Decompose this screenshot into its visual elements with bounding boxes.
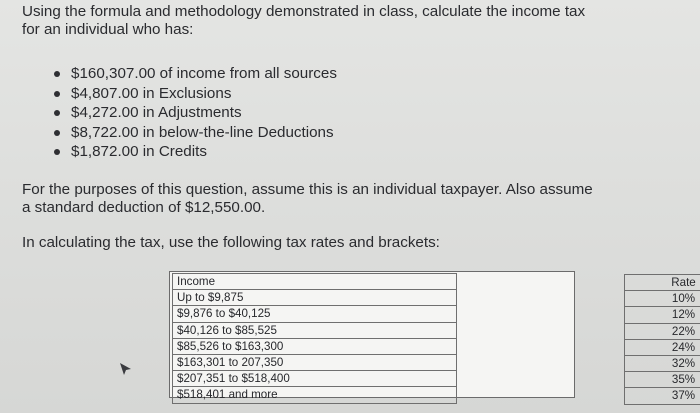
mouse-pointer-icon — [119, 362, 133, 376]
assumption-line-1: For the purposes of this question, assume this is an individual taxpayer. Also assume — [22, 181, 593, 198]
income-cell: $40,126 to $85,525 — [173, 323, 456, 339]
list-item-text: $8,722.00 in below-the-line Deductions — [71, 123, 334, 141]
assumption-paragraph — [22, 181, 682, 217]
bullet-dot-icon — [54, 71, 60, 77]
list-item-text: $1,872.00 in Credits — [71, 143, 207, 161]
rate-cell: 37% — [625, 388, 700, 404]
income-cell: $207,351 to $518,400 — [173, 371, 456, 387]
bullet-dot-icon — [54, 91, 60, 97]
list-item-text: $4,272.00 in Adjustments — [71, 104, 242, 122]
rate-cell: 12% — [625, 307, 700, 323]
income-cell: $518,401 and more — [173, 387, 456, 403]
bullet-dot-icon — [54, 149, 60, 155]
rate-cell: 22% — [625, 324, 700, 340]
income-column — [172, 273, 457, 404]
income-cell: $85,526 to $163,300 — [173, 339, 456, 355]
list-item — [54, 64, 337, 84]
intro-paragraph — [22, 3, 682, 39]
income-cell: $163,301 to 207,350 — [173, 355, 456, 371]
income-cell: $9,876 to $40,125 — [173, 306, 456, 322]
rate-cell: 32% — [625, 356, 700, 372]
bullet-dot-icon — [54, 130, 60, 136]
intro-line-2: for an individual who has: — [22, 21, 194, 38]
bullet-dot-icon — [54, 110, 60, 116]
income-cell: Up to $9,875 — [173, 290, 456, 306]
list-item — [54, 84, 337, 104]
list-item — [54, 103, 337, 123]
rate-cell: 10% — [625, 291, 700, 307]
list-item-text: $160,307.00 of income from all sources — [71, 65, 337, 82]
rate-cell: 35% — [625, 372, 700, 388]
income-header: Income — [173, 274, 456, 290]
tax-bracket-table — [169, 271, 696, 403]
list-item — [54, 142, 337, 162]
list-item — [54, 123, 337, 143]
list-item-text: $4,807.00 in Exclusions — [71, 84, 232, 102]
facts-list — [54, 64, 337, 162]
calculation-instruction: In calculating the tax, use the following tax rates and brackets: — [22, 234, 440, 251]
assumption-line-2: a standard deduction of $12,550.00. — [22, 199, 266, 216]
rate-cell: 24% — [625, 340, 700, 356]
intro-line-1: Using the formula and methodology demonstrated in class, calculate the income tax — [22, 3, 586, 20]
rate-column — [624, 274, 700, 405]
rate-header: Rate — [625, 275, 700, 291]
